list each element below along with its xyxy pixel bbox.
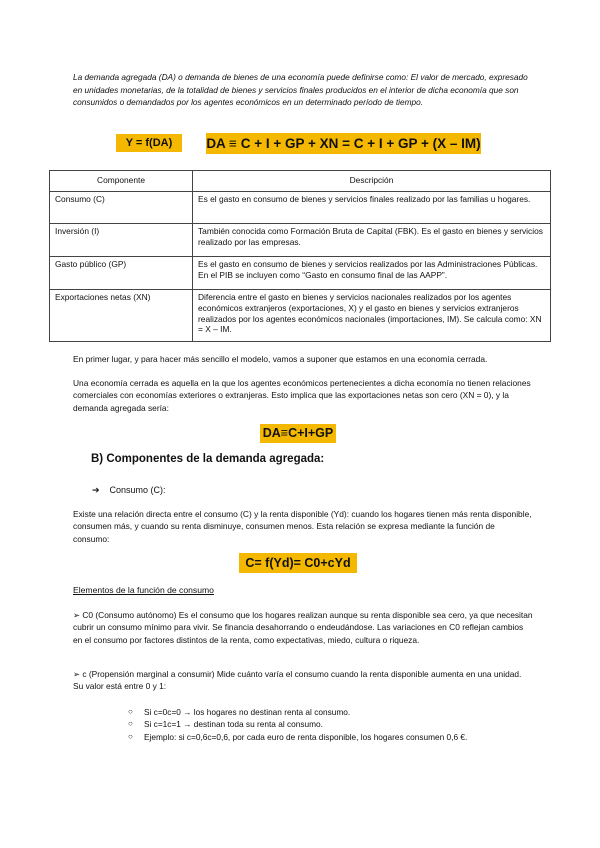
table-cell-description: Es el gasto en consumo de bienes y servicios realizados por las Administraciones Públicas. En el PIB se incluyen como “Gasto en consumo final de las AAPP”. (193, 257, 551, 290)
marginal-propensity-text: c (Propensión marginal a consumir) Mide cuánto varía el consumo cuando la renta disponible aumenta en una unidad. Su valor está entre 0 y 1: (73, 669, 522, 692)
list-item (128, 731, 467, 743)
autonomous-consumption-text: C0 (Consumo autónomo) Es el consumo que los hogares realizan aunque su renta disponible sea cero, ya que necesitan cubrir un consumo mínimo para vivir. Se financia desahorrando o endeudándose. Las variaciones en C0 reflejan cambios en el consumo por factores distintos de la renta, como expectativas, miedo, cultura o riqueza. (73, 610, 533, 645)
table-row (50, 290, 551, 342)
list-item-text: Si c=0c=0 → los hogares no destinan renta al consumo. (144, 707, 351, 717)
table-header-component: Componente (50, 171, 193, 192)
circle-bullet-icon: ○ (128, 719, 133, 729)
circle-bullet-icon: ○ (128, 731, 133, 741)
formula-da-identity: DA ≡ C + I + GP + XN = C + I + GP + (X – IM) (206, 133, 481, 154)
paragraph-marginal-propensity (73, 668, 533, 693)
triangle-bullet-icon: ➢ (73, 610, 81, 620)
table-cell-component: Gasto público (GP) (50, 257, 193, 290)
arrow-bullet-label: Consumo (C): (109, 485, 166, 495)
table-row (50, 192, 551, 224)
list-item (128, 718, 467, 730)
table-cell-component: Inversión (I) (50, 224, 193, 257)
triangle-bullet-icon: ➢ (73, 669, 81, 679)
intro-paragraph: La demanda agregada (DA) o demanda de bienes de una economía puede definirse como: El valor de mercado, expresado en unidades monetarias, de la totalidad de bienes y servicios finales producidos en el interior de dicha economía que son consumidos o demandados por los agentes económicos en un determinado período de tiempo. (73, 72, 528, 108)
paragraph-autonomous-consumption (73, 609, 533, 646)
table-header-description: Descripción (193, 171, 551, 192)
arrow-icon: ➔ (92, 485, 100, 495)
circle-bullet-icon: ○ (128, 707, 133, 716)
table-cell-description: También conocida como Formación Bruta de Capital (FBK). Es el gasto en bienes y servicios realizado por las empresas. (193, 224, 551, 257)
table-row (50, 257, 551, 290)
formula-da-function: Y = f(DA) (116, 134, 182, 152)
formula-consumption-function: C= f(Yd)= C0+cYd (239, 553, 357, 573)
list-item-text: Si c=1c=1 → destinan toda su renta al consumo. (144, 719, 323, 730)
table-cell-component: Exportaciones netas (XN) (50, 290, 193, 342)
paragraph-consumption-relation: Existe una relación directa entre el consumo (C) y la renta disponible (Yd): cuando los hogares tienen más renta disponible, consumen más, y cuando su renta disminuye, consumen menos. Esta relación se expresa mediante la función de consumo: (73, 509, 532, 544)
components-table (49, 170, 551, 342)
arrow-bullet-item (92, 485, 166, 496)
section-heading: B) Componentes de la demanda agregada: (91, 453, 325, 465)
subheading-elements: Elementos de la función de consumo (73, 585, 214, 595)
table-cell-component: Consumo (C) (50, 192, 193, 224)
table-cell-description: Es el gasto en consumo de bienes y servicios finales realizado por las familias u hogares. (193, 192, 551, 224)
propensity-sub-list (128, 706, 467, 743)
table-row (50, 224, 551, 257)
table-header-row (50, 171, 551, 192)
paragraph-closed-economy-definition: Una economía cerrada es aquella en la que los agentes económicos pertenecientes a dicha economía no tienen relaciones comerciales con economías exteriores o extranjeras. Esto implica que las exportaciones netas son cero (XN = 0), y la demanda agregada sería: (73, 378, 531, 413)
list-item-text: Ejemplo: si c=0,6c=0,6, por cada euro de renta disponible, los hogares consumen 0,6 €. (144, 731, 468, 742)
table-cell-description: Diferencia entre el gasto en bienes y servicios nacionales realizados por los agentes económicos extranjeros (exportaciones, X) y el gasto en bienes y servicios extranjeros realizados por los agentes económicos nacionales (importaciones, IM). Se calcula como: XN = X – IM. (193, 290, 551, 342)
formula-closed-economy: DA≡C+I+GP (260, 424, 336, 443)
paragraph-closed-economy-assumption: En primer lugar, y para hacer más sencillo el modelo, vamos a suponer que estamos en una economía cerrada. (73, 354, 488, 364)
list-item (128, 706, 467, 718)
